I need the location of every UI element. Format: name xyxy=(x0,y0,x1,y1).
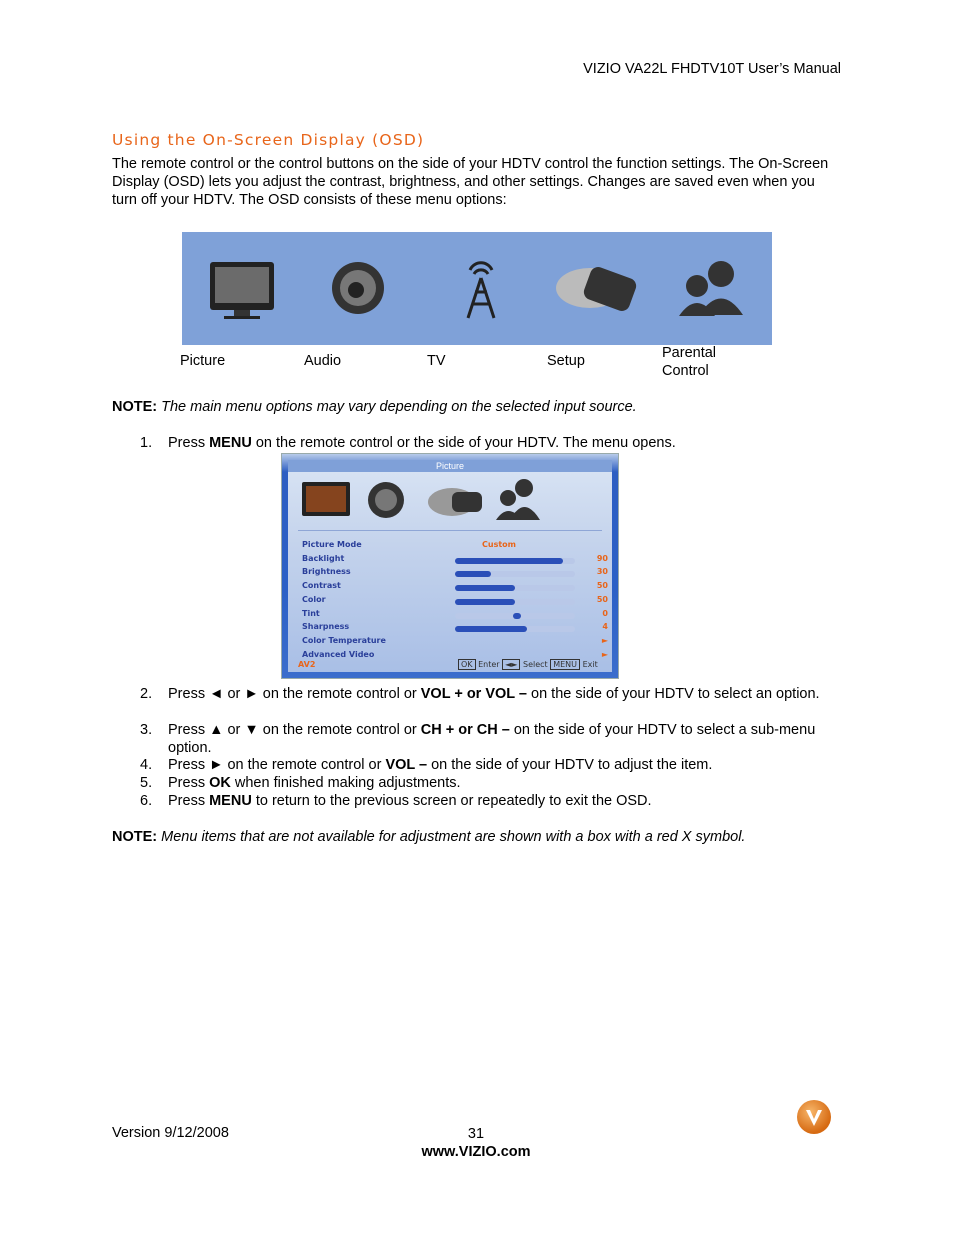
tv-monitor-icon xyxy=(210,262,274,319)
menu-label-tv: TV xyxy=(427,353,446,369)
antenna-tower-icon xyxy=(468,263,494,318)
osd-menu-row[interactable] xyxy=(302,608,608,622)
osd-level-bar[interactable] xyxy=(455,558,575,564)
page-number: 31 xyxy=(467,1126,485,1142)
osd-row-value: 50 xyxy=(596,594,608,604)
menu-label-parental-line1: Parental xyxy=(662,345,717,361)
osd-row-value: 90 xyxy=(596,553,608,563)
speaker-icon xyxy=(368,482,404,518)
osd-menu-row[interactable] xyxy=(302,567,608,580)
ok-key: OK xyxy=(458,659,476,670)
footer-version: Version 9/12/2008 xyxy=(112,1125,229,1141)
osd-menu-row[interactable] xyxy=(302,553,608,567)
osd-menu-row[interactable] xyxy=(302,594,608,608)
footer-url: www.VIZIO.com xyxy=(421,1144,531,1160)
osd-row-value: 50 xyxy=(596,581,608,591)
step-text: Press ► on the remote control or VOL – on the side of your HDTV to adjust the item. xyxy=(168,757,713,773)
tv-monitor-icon xyxy=(302,482,350,516)
osd-row-label: Color xyxy=(302,594,326,604)
osd-level-bar[interactable] xyxy=(455,585,575,591)
osd-menu-row[interactable] xyxy=(302,581,608,594)
step-number: 4. xyxy=(140,757,153,773)
note-text: The main menu options may vary depending on the selected input source. xyxy=(161,399,637,415)
step-text: Press OK when finished making adjustments. xyxy=(168,775,461,791)
osd-row-value: 0 xyxy=(602,608,608,618)
menu-key: MENU xyxy=(550,659,580,670)
osd-level-fill xyxy=(455,571,491,577)
osd-row-label: Advanced Video xyxy=(302,649,375,659)
osd-row-value: 4 xyxy=(602,622,608,632)
menu-icons-strip xyxy=(182,232,772,345)
osd-level-bar[interactable] xyxy=(455,613,575,619)
note-prefix: NOTE: xyxy=(112,829,158,845)
select-hint: Select xyxy=(522,660,548,669)
step-text: Press MENU to return to the previous screen or repeatedly to exit the OSD. xyxy=(168,793,652,809)
enter-hint: Enter xyxy=(478,660,500,669)
osd-menu-row[interactable] xyxy=(302,540,602,553)
intro-paragraph: The remote control or the control buttons on the side of your HDTV control the function settings. The On-Screen Display (OSD) lets you adjust the contrast, brightness, and other settings. Changes are saved even when you turn off your HDTV. The OSD consists of these menu options: xyxy=(112,156,829,208)
step-text: Press ▲ or ▼ on the remote control or CH + or CH – on the side of your HDTV to select a sub-menu option. xyxy=(168,722,816,756)
menu-label-parental xyxy=(662,344,716,380)
people-icon xyxy=(496,479,540,520)
v-mark-icon xyxy=(797,1100,831,1134)
osd-screenshot xyxy=(281,453,619,679)
osd-level-bar[interactable] xyxy=(455,626,575,632)
step-number: 3. xyxy=(140,722,153,738)
manual-header-title: VIZIO VA22L FHDTV10T User’s Manual xyxy=(583,61,841,77)
section-title: Using the On-Screen Display (OSD) xyxy=(112,131,425,149)
vizio-logo-icon xyxy=(797,1100,831,1134)
osd-level-fill xyxy=(513,613,521,619)
osd-row-label: Brightness xyxy=(302,567,351,577)
osd-level-fill xyxy=(455,599,515,605)
osd-level-fill xyxy=(455,626,527,632)
menu-options-banner xyxy=(182,232,772,345)
osd-row-label: Tint xyxy=(302,608,320,618)
hand-remote-icon xyxy=(428,488,482,516)
osd-level-bar[interactable] xyxy=(455,599,575,605)
osd-row-label: Backlight xyxy=(302,553,345,563)
step-text: Press ◄ or ► on the remote control or VOL + or VOL – on the side of your HDTV to select an option. xyxy=(168,686,820,702)
menu-label-setup: Setup xyxy=(547,353,585,369)
osd-divider xyxy=(298,530,602,531)
exit-hint: Exit xyxy=(582,660,598,669)
speaker-icon xyxy=(332,262,384,314)
osd-icon-strip xyxy=(302,476,552,524)
note-unavailable-items xyxy=(112,828,745,846)
osd-title: Picture xyxy=(288,460,612,472)
footer-center xyxy=(400,1125,552,1161)
osd-row-value: ► xyxy=(601,649,608,659)
osd-row-label: Contrast xyxy=(302,581,341,591)
arrow-key-icon: ◄► xyxy=(502,659,520,670)
menu-label-audio: Audio xyxy=(304,353,342,369)
step-number: 6. xyxy=(140,793,153,809)
osd-row-label: Picture Mode xyxy=(302,540,362,549)
note-prefix: NOTE: xyxy=(112,399,158,415)
step-number: 5. xyxy=(140,775,153,791)
osd-row-value: 30 xyxy=(596,567,608,577)
step-text: Press MENU on the remote control or the side of your HDTV. The menu opens. xyxy=(168,435,676,451)
osd-row-label: Sharpness xyxy=(302,622,350,632)
osd-level-bar[interactable] xyxy=(455,571,575,577)
osd-level-fill xyxy=(455,585,515,591)
step-number: 2. xyxy=(140,686,153,702)
step-number: 1. xyxy=(140,435,153,451)
osd-row-label: Color Temperature xyxy=(302,635,386,645)
menu-label-parental-line2: Control xyxy=(662,363,709,379)
note-text: Menu items that are not available for adjustment are shown with a box with a red X symbol. xyxy=(161,829,746,845)
osd-menu-row[interactable] xyxy=(302,635,608,649)
osd-source: AV2 xyxy=(298,660,316,669)
osd-level-fill xyxy=(455,558,563,564)
osd-bottom-bar xyxy=(298,660,602,669)
osd-row-value: Custom xyxy=(482,540,516,549)
osd-menu-row[interactable] xyxy=(302,622,608,635)
osd-row-value: ► xyxy=(601,635,608,645)
people-icon xyxy=(679,261,743,316)
note-menu-options xyxy=(112,398,637,416)
menu-label-picture: Picture xyxy=(180,353,226,369)
hand-remote-icon xyxy=(556,265,638,313)
